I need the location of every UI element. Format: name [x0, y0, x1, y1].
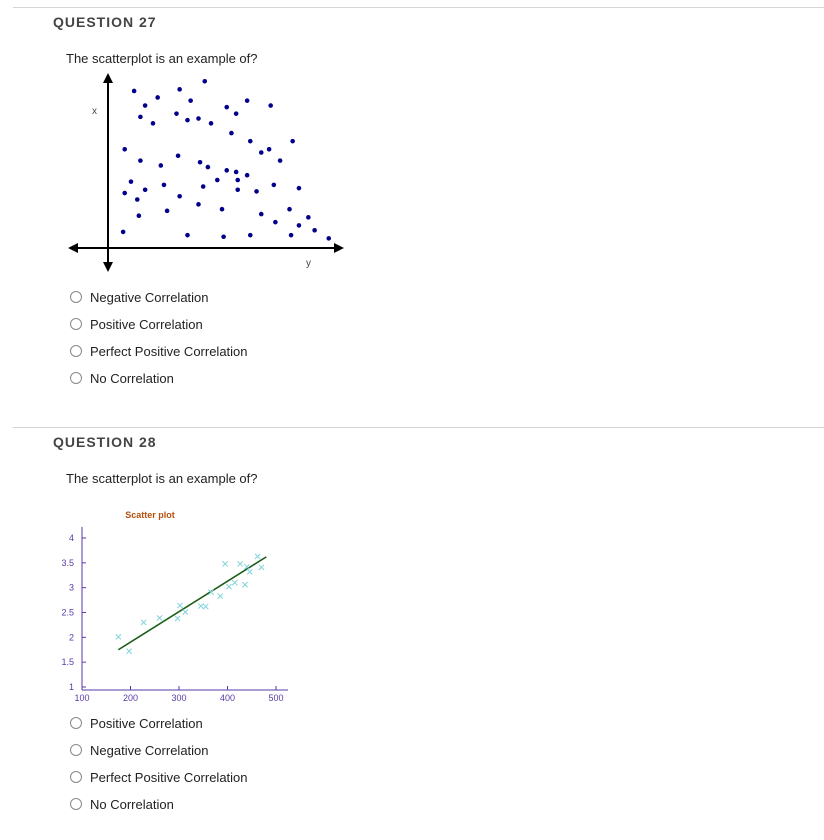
data-point: [259, 565, 264, 570]
answer-option-positive-correlation[interactable]: [70, 315, 203, 333]
data-point: [234, 170, 239, 175]
data-point: [121, 230, 126, 235]
data-point: [155, 95, 160, 100]
y-tick-label: 1.5: [61, 657, 74, 668]
data-point: [224, 168, 229, 173]
radio-button[interactable]: [70, 345, 82, 357]
data-point: [177, 87, 182, 92]
data-point: [254, 189, 259, 194]
data-point: [132, 89, 137, 94]
data-point: [297, 186, 302, 191]
radio-button[interactable]: [70, 291, 82, 303]
data-point: [183, 609, 188, 614]
data-point: [287, 207, 292, 212]
data-point: [162, 183, 167, 188]
data-point: [312, 228, 317, 233]
data-point: [165, 209, 170, 214]
data-point: [232, 580, 237, 585]
data-point: [159, 163, 164, 168]
data-point: [221, 234, 226, 239]
x-tick-label: 200: [122, 693, 139, 703]
data-point: [198, 160, 203, 165]
data-point: [255, 554, 260, 559]
x-tick-label: 300: [171, 693, 187, 703]
data-point: [242, 582, 247, 587]
y-tick-label: 3.5: [61, 557, 74, 568]
data-point: [157, 615, 162, 620]
data-point: [273, 220, 278, 225]
x-tick-label: 100: [74, 693, 90, 703]
data-point: [151, 121, 156, 126]
scatter-points: [121, 79, 331, 241]
chart-title: Scatter plot: [125, 510, 175, 520]
x-tick-label: 400: [219, 693, 236, 703]
data-point: [220, 207, 225, 212]
answer-option-negative-correlation[interactable]: [70, 741, 209, 759]
data-point: [235, 178, 240, 183]
data-point: [235, 187, 240, 192]
x-tick-label: 500: [268, 693, 284, 703]
y-tick-label: 2: [68, 632, 74, 643]
data-point: [126, 649, 131, 654]
data-point: [290, 139, 295, 144]
y-tick-label: 4: [68, 533, 74, 543]
data-point: [206, 165, 211, 170]
trend-line: [118, 557, 266, 650]
question-prompt: The scatterplot is an example of?: [66, 51, 258, 66]
answer-option-no-correlation[interactable]: [70, 795, 174, 813]
data-point: [259, 212, 264, 217]
x-axis-label: y: [306, 258, 311, 269]
data-point: [202, 79, 207, 84]
data-point: [203, 604, 208, 609]
data-point: [259, 150, 264, 155]
data-point: [176, 153, 181, 158]
data-point: [138, 158, 143, 163]
data-point: [209, 121, 214, 126]
x-axis-arrow-right: [334, 243, 344, 253]
scatterplot-figure-27: [66, 70, 356, 275]
answer-option-label: No Correlation: [90, 796, 174, 812]
radio-button[interactable]: [70, 717, 82, 729]
answer-option-label: Positive Correlation: [90, 316, 203, 332]
data-point: [245, 98, 250, 103]
data-point: [196, 116, 201, 121]
answer-option-label: Negative Correlation: [90, 289, 209, 305]
y-tick-label: 3: [68, 582, 74, 593]
data-point: [143, 187, 148, 192]
data-point: [201, 184, 206, 189]
data-point: [267, 147, 272, 152]
answer-option-label: No Correlation: [90, 370, 174, 386]
data-point: [122, 147, 127, 152]
data-point: [116, 634, 121, 639]
question-title: QUESTION 28: [53, 434, 157, 450]
data-point: [272, 183, 277, 188]
answer-option-perfect-positive-correlation[interactable]: [70, 768, 248, 786]
data-point: [198, 603, 203, 608]
data-point: [135, 197, 140, 202]
scatterplot-figure-28: [60, 505, 300, 710]
data-point: [224, 105, 229, 110]
data-point: [229, 131, 234, 136]
data-point: [247, 569, 252, 574]
answer-option-label: Positive Correlation: [90, 715, 203, 731]
answer-option-perfect-positive-correlation[interactable]: [70, 342, 248, 360]
data-point: [196, 202, 201, 207]
y-axis-arrow-bottom: [103, 262, 113, 272]
x-axis-arrow-left: [68, 243, 78, 253]
data-point: [177, 194, 182, 199]
y-axis-label: x: [92, 106, 97, 117]
data-point: [245, 173, 250, 178]
question-prompt: The scatterplot is an example of?: [66, 471, 258, 486]
data-point: [185, 233, 190, 238]
data-point: [129, 179, 134, 184]
data-point: [326, 236, 331, 241]
data-point: [278, 158, 283, 163]
answer-option-label: Negative Correlation: [90, 742, 209, 758]
question-divider: [13, 7, 824, 8]
axis-ticks: [61, 533, 283, 703]
data-point: [188, 98, 193, 103]
radio-button[interactable]: [70, 798, 82, 810]
data-point: [175, 616, 180, 621]
data-point: [174, 111, 179, 116]
y-tick-label: 2.5: [61, 607, 74, 618]
radio-button[interactable]: [70, 771, 82, 783]
radio-button[interactable]: [70, 318, 82, 330]
data-point: [138, 115, 143, 120]
data-point: [215, 178, 220, 183]
data-point: [248, 233, 253, 238]
question-title: QUESTION 27: [53, 14, 157, 30]
data-point: [185, 118, 190, 123]
data-point: [218, 594, 223, 599]
answer-option-label: Perfect Positive Correlation: [90, 769, 248, 785]
answer-option-label: Perfect Positive Correlation: [90, 343, 248, 359]
data-point: [122, 191, 127, 196]
answer-option-positive-correlation[interactable]: [70, 714, 203, 732]
y-tick-label: 1: [68, 682, 74, 692]
data-point: [289, 233, 294, 238]
data-point: [222, 561, 227, 566]
question-divider: [13, 427, 824, 428]
radio-button[interactable]: [70, 372, 82, 384]
data-point: [137, 213, 142, 218]
data-point: [177, 603, 182, 608]
data-point: [306, 215, 311, 220]
answer-option-no-correlation[interactable]: [70, 369, 174, 387]
data-point: [143, 103, 148, 108]
y-axis-arrow-top: [103, 73, 113, 83]
data-point: [297, 223, 302, 228]
radio-button[interactable]: [70, 744, 82, 756]
data-point: [248, 139, 253, 144]
data-point: [141, 620, 146, 625]
data-point: [238, 561, 243, 566]
data-point: [234, 111, 239, 116]
answer-option-negative-correlation[interactable]: [70, 288, 209, 306]
data-point: [226, 584, 231, 589]
scatter-points: [116, 554, 264, 654]
data-point: [268, 103, 273, 108]
